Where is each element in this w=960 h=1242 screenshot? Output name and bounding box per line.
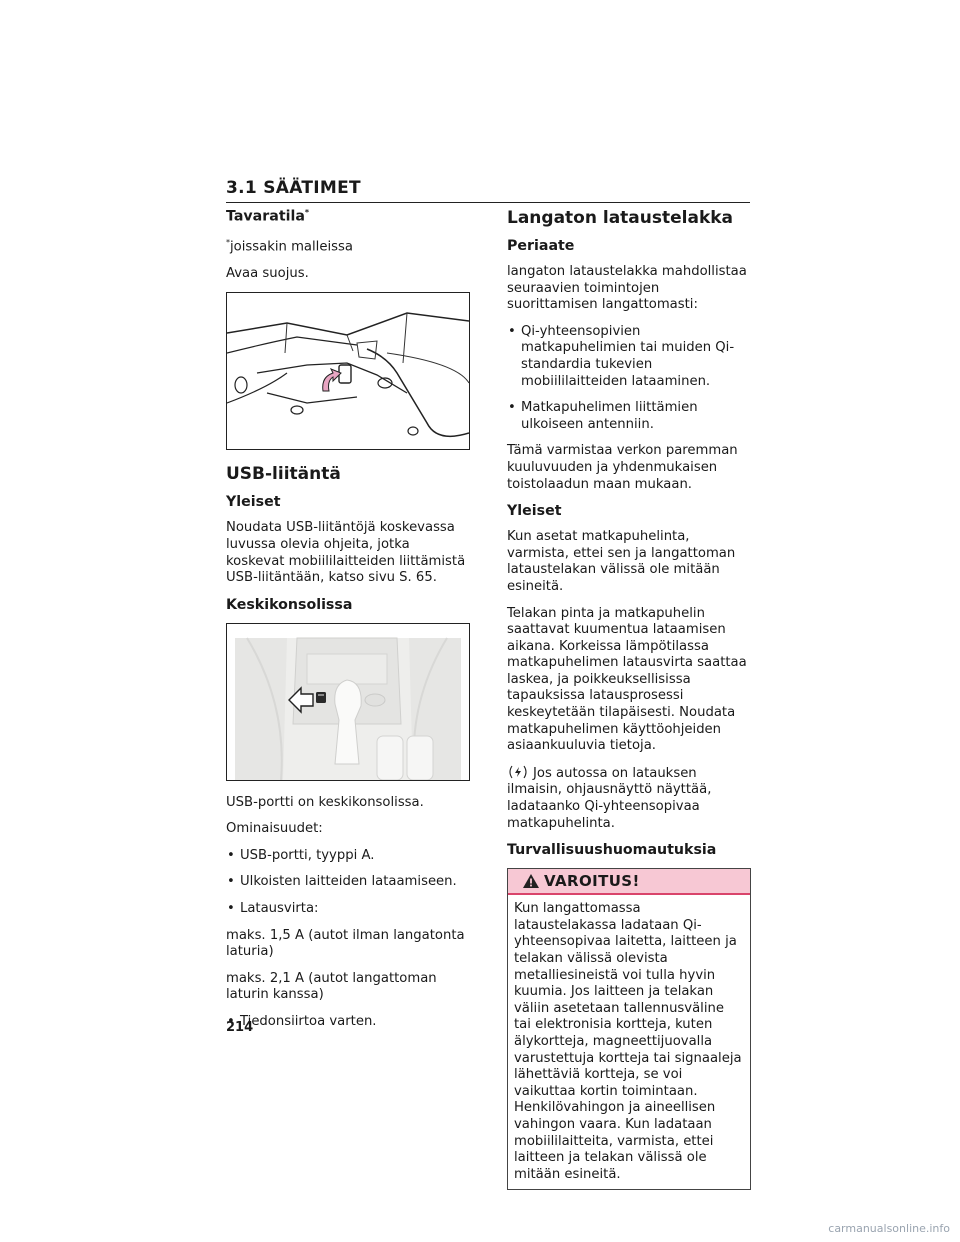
feature-item: • Tiedonsiirtoa varten. [226, 1014, 470, 1031]
usb-general-text: Noudata USB-liitäntöjä koskevassa luvussa olevia ohjeita, jotka koskevat mobiililaitteiden liittämistä USB-liitäntään, katso sivu S. 65. [226, 520, 466, 586]
principle-text: langaton lataustelakka mahdollistaa seuraavien toimintojen suorittamisen langattomasti: [507, 264, 747, 313]
principle-item: • Qi-yhteensopivien matkapuhelimien tai muiden Qi-standardia tukevien mobiililaitteiden lataaminen. [507, 324, 751, 390]
footer-watermark: carmanualsonline.info [828, 1222, 950, 1235]
max-current-b: maks. 2,1 A (autot langattoman laturin kanssa) [226, 970, 437, 1003]
asterisk: * [304, 208, 310, 217]
page-header [226, 178, 750, 203]
general-heading: Yleiset [507, 503, 562, 520]
storage-note: *joissakin malleissa [226, 237, 353, 255]
console-figure [226, 623, 470, 781]
right-column [507, 208, 751, 1190]
warning-text: Kun langattomassa lataustelakassa ladataan Qi-yhteensopivaa laitetta, laitteen ja telakan välissä olevista metalliesineistä voi tulla hyvin kuumia. Jos laitteen ja telakan väliin asetetaan tallennusväline tai elektronisia kortteja, kuten älykortteja, magneettijuovalla varustettuja kortteja tai signaaleja lähettäviä kortteja, se voi vaikuttaa kortin toimintaan. Henkilövahingon ja aineellisen vahingon vaara. Kun ladataan mobiililaitteita, varmista, ettei laitteen ja telakan välissä ole mitään esineitä. [514, 901, 742, 1182]
feature-item: • Latausvirta: [226, 901, 470, 918]
warning-triangle-icon [522, 873, 540, 889]
max-current-a: maks. 1,5 A (autot ilman langatonta laturia) [226, 927, 465, 960]
warning-header [508, 869, 750, 895]
usb-general-heading: Yleiset [226, 494, 281, 511]
general-text-1: Kun asetat matkapuhelinta, varmista, ettei sen ja langattoman lataustelakan välissä ole mitään esineitä. [507, 529, 736, 594]
principle-heading: Periaate [507, 238, 575, 254]
wireless-heading: Langaton lataustelakka [507, 208, 734, 228]
storage-figure [226, 292, 470, 450]
warning-body [508, 901, 750, 1183]
console-text: USB-portti on keskikonsolissa. [226, 794, 424, 810]
warning-title: VAROITUS! [544, 872, 640, 891]
storage-compartment-illustration [227, 293, 469, 449]
principle-after: Tämä varmistaa verkon paremman kuuluvuuden ja yhdenmukaisen toistolaadun maan mukaan. [507, 443, 738, 492]
features-label: Ominaisuudet: [226, 821, 323, 837]
header-divider [226, 202, 750, 203]
principle-item: • Matkapuhelimen liittämien ulkoiseen antenniin. [507, 400, 751, 433]
general-text-2: Telakan pinta ja matkapuhelin saattavat kuumentua lataamisen aikana. Korkeissa lämpötilassa matkapuhelimen latausvirta saattaa laskea, ja poikkeuksellisissa tapauksissa latausprosessi keskeytetään tilapäisesti. Noudata matkapuhelimen käyttöohjeiden asiaankuuluvia tietoja. [507, 605, 747, 754]
general-text-3: Jos autossa on latauksen ilmaisin, ohjausnäyttö näyttää, ladataanko Qi-yhteensopivaa matkapuhelinta. [507, 765, 712, 831]
center-console-illustration [227, 624, 469, 780]
feature-item: • USB-portti, tyyppi A. [226, 848, 470, 865]
page-number: 214 [226, 1020, 254, 1035]
feature-item: • Ulkoisten laitteiden lataamiseen. [226, 874, 470, 891]
storage-heading: Tavaratila* [226, 208, 310, 225]
storage-instruction: Avaa suojus. [226, 265, 309, 281]
usb-heading: USB-liitäntä [226, 464, 341, 485]
section-title: 3.1 SÄÄTIMET [226, 178, 361, 198]
safety-heading: Turvallisuushuomautuksia [507, 842, 717, 859]
warning-box [507, 868, 751, 1190]
left-column [226, 208, 470, 1041]
console-heading: Keskikonsolissa [226, 596, 353, 613]
charging-indicator-icon [507, 765, 529, 779]
